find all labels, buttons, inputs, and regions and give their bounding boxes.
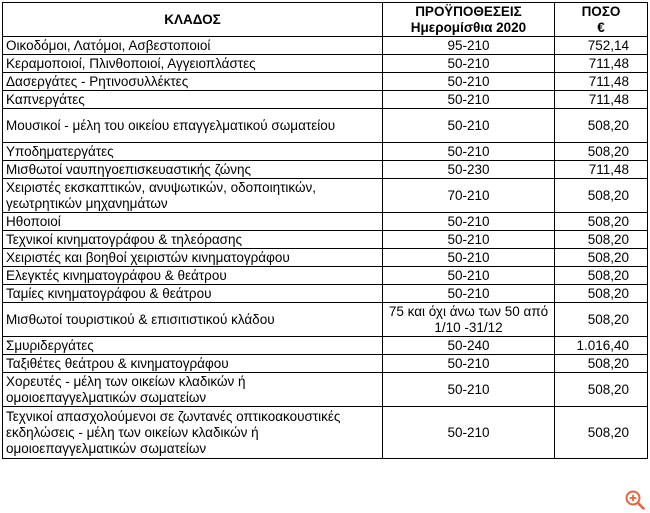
table-row (3, 179, 648, 213)
row-category: Ταμίες κινηματογράφου & θεάτρου (3, 285, 383, 303)
header-requirements (383, 3, 555, 37)
row-amount: 1.016,40 (555, 337, 648, 355)
row-amount: 508,20 (555, 143, 648, 161)
row-requirement: 50-210 (383, 73, 555, 91)
row-amount: 508,20 (555, 407, 648, 459)
row-category: Μουσικοί - μέλη του οικείου επαγγελματικού σωματείου (3, 109, 383, 143)
row-category: Σμυριδεργάτες (3, 337, 383, 355)
row-requirement: 50-240 (383, 337, 555, 355)
header-amount-line2: € (597, 19, 605, 35)
row-amount: 508,20 (555, 109, 648, 143)
row-amount: 508,20 (555, 303, 648, 337)
row-category: Μισθωτοί ναυπηγοεπισκευαστικής ζώνης (3, 161, 383, 179)
row-amount: 711,48 (555, 55, 648, 73)
row-amount: 711,48 (555, 73, 648, 91)
row-amount: 711,48 (555, 91, 648, 109)
row-requirement: 50-210 (383, 213, 555, 231)
row-amount: 508,20 (555, 355, 648, 373)
table-header-row (3, 3, 648, 37)
table-row (3, 109, 648, 143)
row-amount: 508,20 (555, 373, 648, 407)
row-category: Χειριστές και βοηθοί χειριστών κινηματογράφου (3, 249, 383, 267)
row-requirement: 70-210 (383, 179, 555, 213)
row-amount: 508,20 (555, 179, 648, 213)
table-row (3, 373, 648, 407)
row-requirement: 50-210 (383, 355, 555, 373)
header-amount (555, 3, 648, 37)
header-requirements-line1: ΠΡΟΫΠΟΘΕΣΕΙΣ (415, 3, 522, 19)
table-row (3, 55, 648, 73)
row-category: Υποδηματεργάτες (3, 143, 383, 161)
row-category: Τεχνικοί κινηματογράφου & τηλεόρασης (3, 231, 383, 249)
benefits-table (2, 2, 648, 459)
row-category: Οικοδόμοι, Λατόμοι, Ασβεστοποιοί (3, 37, 383, 55)
row-category: Κεραμοποιοί, Πλινθοποιοί, Αγγειοπλάστες (3, 55, 383, 73)
zoom-in-icon[interactable] (624, 489, 646, 511)
row-category: Μισθωτοί τουριστικού & επισιτιστικού κλάδου (3, 303, 383, 337)
table-row (3, 337, 648, 355)
row-requirement: 50-210 (383, 231, 555, 249)
row-requirement: 95-210 (383, 37, 555, 55)
table-row (3, 231, 648, 249)
row-category: Χορευτές - μέλη των οικείων κλαδικών ή ομοιοεπαγγελματικών σωματείων (3, 373, 383, 407)
row-requirement: 50-210 (383, 91, 555, 109)
row-requirement: 50-230 (383, 161, 555, 179)
header-amount-line1: ΠΟΣΟ (581, 3, 621, 19)
row-requirement: 50-210 (383, 143, 555, 161)
row-requirement: 50-210 (383, 407, 555, 459)
row-amount: 508,20 (555, 231, 648, 249)
row-requirement: 50-210 (383, 109, 555, 143)
table-row (3, 37, 648, 55)
table-row (3, 267, 648, 285)
table-row (3, 143, 648, 161)
table-row (3, 161, 648, 179)
row-requirement: 50-210 (383, 373, 555, 407)
table-row (3, 213, 648, 231)
table-row (3, 407, 648, 459)
header-requirements-line2: Ημερομίσθια 2020 (410, 19, 527, 35)
header-category: ΚΛΑΔΟΣ (3, 3, 383, 37)
row-amount: 711,48 (555, 161, 648, 179)
table-row (3, 73, 648, 91)
row-requirement: 75 και όχι άνω των 50 από 1/10 -31/12 (383, 303, 555, 337)
row-requirement: 50-210 (383, 285, 555, 303)
row-category: Ελεγκτές κινηματογράφου & θεάτρου (3, 267, 383, 285)
row-category: Καπνεργάτες (3, 91, 383, 109)
row-amount: 508,20 (555, 267, 648, 285)
row-amount: 752,14 (555, 37, 648, 55)
table-body (3, 37, 648, 459)
row-category: Ηθοποιοί (3, 213, 383, 231)
table-row (3, 355, 648, 373)
row-amount: 508,20 (555, 285, 648, 303)
row-category: Ταξιθέτες θεάτρου & κινηματογράφου (3, 355, 383, 373)
row-amount: 508,20 (555, 213, 648, 231)
row-category: Τεχνικοί απασχολούμενοι σε ζωντανές οπτικοακουστικές εκδηλώσεις - μέλη των οικείων κλαδικών ή ομοιοεπαγγελματικών σωματείων (3, 407, 383, 459)
row-amount: 508,20 (555, 249, 648, 267)
row-category: Χειριστές εκσκαπτικών, ανυψωτικών, οδοποιητικών, γεωτρητικών μηχανημάτων (3, 179, 383, 213)
table-row (3, 285, 648, 303)
row-requirement: 50-210 (383, 55, 555, 73)
row-requirement: 50-210 (383, 249, 555, 267)
table-row (3, 91, 648, 109)
row-category: Δασεργάτες - Ρητινοσυλλέκτες (3, 73, 383, 91)
table-row (3, 303, 648, 337)
row-requirement: 50-210 (383, 267, 555, 285)
table-row (3, 249, 648, 267)
